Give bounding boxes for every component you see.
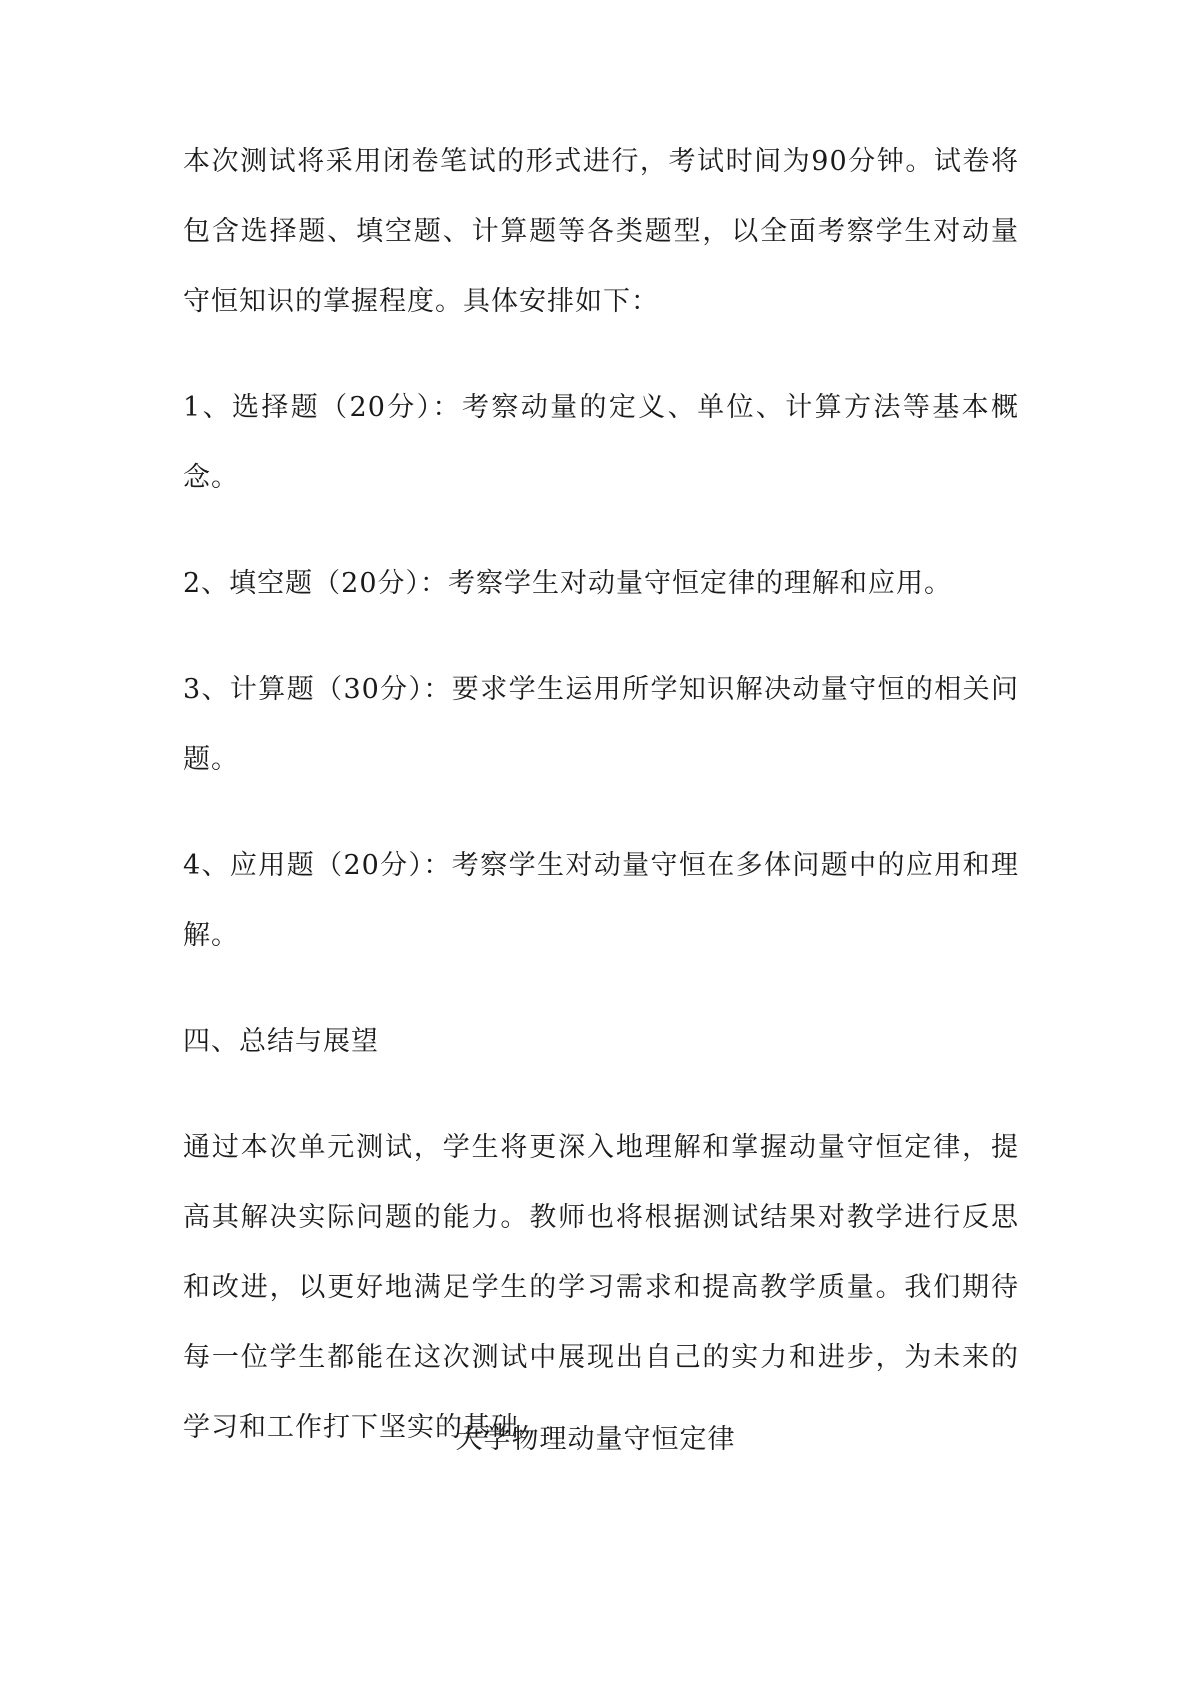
list-item-application: 4、应用题（20分）：考察学生对动量守恒在多体问题中的应用和理解。	[183, 850, 1019, 951]
document-title: 大学物理动量守恒定律	[455, 1424, 736, 1455]
paragraph-spacer	[183, 1077, 1019, 1113]
paragraph-spacer	[183, 337, 1019, 373]
conclusion-paragraph: 通过本次单元测试，学生将更深入地理解和掌握动量守恒定律，提高其解决实际问题的能力。教师也将根据测试结果对教学进行反思和改进，以更好地满足学生的学习需求和提高教学质量。我们期待每一位学生都能在这次测试中展现出自己的实力和进步，为未来的学习和工作打下坚实的基础。	[183, 1132, 1019, 1443]
list-item-calculation: 3、计算题（30分）：要求学生运用所学知识解决动量守恒的相关问题。	[183, 674, 1019, 775]
document-body	[183, 127, 1019, 1463]
paragraph-spacer	[183, 619, 1019, 655]
intro-paragraph: 本次测试将采用闭卷笔试的形式进行，考试时间为90分钟。试卷将包含选择题、填空题、计算题等各类题型，以全面考察学生对动量守恒知识的掌握程度。具体安排如下：	[183, 146, 1019, 317]
section-heading: 四、总结与展望	[183, 1026, 379, 1057]
paragraph-spacer	[183, 971, 1019, 1007]
list-item-fill-blank: 2、填空题（20分）：考察学生对动量守恒定律的理解和应用。	[183, 568, 953, 599]
list-item-choice: 1、选择题（20分）：考察动量的定义、单位、计算方法等基本概念。	[183, 392, 1019, 493]
paragraph-spacer	[183, 795, 1019, 831]
paragraph-spacer	[183, 513, 1019, 549]
